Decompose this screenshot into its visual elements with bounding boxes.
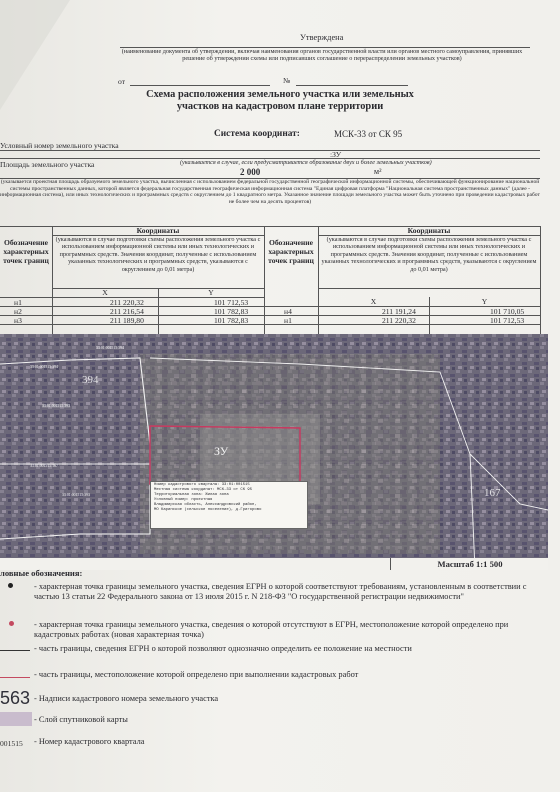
number-line: [296, 85, 408, 86]
row-line-1: [0, 150, 540, 151]
map-parcel-label-167: 167: [484, 487, 501, 499]
map-small-label-5: 33:01:001515:393: [62, 493, 90, 497]
y-header-left: Y: [208, 288, 214, 297]
left-row-3-x: 211 189,80: [110, 316, 144, 325]
legend-item-3: - часть границы, сведения ЕГРН о которой позволяют однозначно определить ее положение на местности: [34, 644, 412, 653]
legend-sample-quarter: 001515: [0, 739, 23, 748]
conditional-number-value: :ЗУ: [330, 150, 342, 159]
map-info-box: [150, 481, 308, 529]
legend-new-point-icon: [9, 621, 14, 626]
x-header-left: X: [102, 288, 108, 297]
map-small-label-1: 33:01:001515:394: [96, 346, 124, 350]
legend-existing-point-icon: [8, 583, 13, 588]
coordinates-table: [0, 226, 540, 336]
right-row-1-x: 211 191,24: [382, 307, 416, 316]
cadastral-map[interactable]: [0, 334, 548, 570]
info-line-1: Номер кадастрового квартала: 33:01:001515: [154, 483, 250, 487]
legend-item-6: - Слой спутниковой карты: [34, 715, 128, 724]
right-row-2-point: н1: [284, 316, 292, 325]
left-row-3-y: 101 782,83: [214, 316, 249, 325]
approved-label: Утверждена: [300, 33, 344, 42]
legend-title: ловные обозначения:: [0, 568, 83, 578]
x-header-right: X: [370, 297, 377, 306]
info-line-3: Территориальная зона: Жилая зона: [154, 493, 229, 498]
doc-name-caption: (наименование документа об утверждении, включая наименования органов государственной власти или органов местного самоуправления, принявших решение об утверждении схемы или подписавших соглашение о перераспределении земельных участков): [121, 48, 523, 63]
date-line: [130, 85, 270, 86]
coords-header-left: Координаты: [136, 226, 180, 235]
left-row-2-x: 211 216,54: [110, 307, 144, 316]
info-line-4: Условный номер: проектная: [154, 498, 213, 503]
right-row-1-point: н4: [284, 307, 292, 316]
map-small-label-2: 33:01:001515:394: [30, 365, 58, 369]
info-line-6: МО Каринское (сельское поселение), д.Григорово: [154, 508, 262, 513]
legend-new-boundary-icon: [0, 677, 30, 678]
info-line-5: Владимирская область, Александровский район,: [154, 503, 257, 508]
left-row-2-point: н2: [14, 307, 22, 316]
legend-existing-boundary-icon: [0, 650, 30, 651]
area-unit: м²: [374, 167, 382, 176]
right-row-1-y: 101 710,05: [490, 307, 525, 316]
conditional-caption: (указывается в случае, если предусматривается образование двух и более земельных участков): [180, 159, 432, 166]
area-value: 2 000: [240, 167, 261, 177]
right-row-2-x: 211 220,32: [382, 316, 416, 325]
left-row-1-x: 211 220,32: [110, 298, 144, 307]
area-caption: (указывается проектная площадь образуемого земельного участка, вычисленная с использованием федеральной государственной географической информационной системы, обеспечивающей функционирование национальной системы пространственных данных, которой является федеральная государственная географическая информационная система "Единая цифровая платформа "Национальная система пространственных данных" (далее - информационная система), или иных технологических и программных средств с округлением до 1 квадратного метра. Указанное значение площади земельного участка может быть уточнено при проведении кадастровых работ не более чем на десять процентов): [0, 179, 540, 205]
right-row-2-y: 101 712,53: [490, 316, 525, 325]
legend-item-2: - характерная точка границы земельного участка, сведения о которой отсутствуют в ЕГРН, местоположение которой определено при кадастровых работах (новая характерная точка): [34, 620, 509, 640]
points-header-left: Обозначение характерных точек границ: [3, 238, 49, 265]
area-label: Площадь земельного участка: [0, 160, 95, 169]
left-row-1-y: 101 712,53: [214, 298, 249, 307]
info-line-2: Местная система координат: МСК-33 от СК 95: [154, 488, 253, 493]
map-small-label-4: 33:01:001515:167: [30, 464, 58, 468]
points-header-right: Обозначение характерных точек границ: [268, 238, 314, 265]
number-label: №: [283, 76, 291, 85]
legend-item-1: - характерная точка границы земельного участка, сведения ЕГРН о которой соответствуют требованиям, установленным в соответствии с частью 13 статьи 22 Федерального закона от 13 июля 2015 г. N 218-ФЗ "О государственной регистрации недвижимости": [34, 582, 527, 602]
legend-satellite-layer-icon: [0, 712, 32, 726]
y-header-right: Y: [481, 297, 488, 306]
map-small-label-3: 33:01:001515:393: [42, 404, 70, 408]
legend-item-7: - Номер кадастрового квартала: [34, 737, 145, 746]
title-line-1: Схема расположения земельного участка или земельных: [146, 89, 414, 100]
coords-caption-right: (указываются в случае подготовки схемы расположения земельного участка с использованием информационной системы или иных технологических и программных средств. Значения координат, полученные с использованием указанных технологических и программных средств, указываются с округлением до 0,01 метра): [321, 236, 537, 273]
legend-item-4: - часть границы, местоположение которой определено при выполнении кадастровых работ: [34, 670, 359, 679]
title-line-2: участков на кадастровом плане территории: [176, 101, 384, 112]
from-label: от: [118, 77, 126, 86]
fold-shadow: [0, 0, 70, 110]
coords-caption-left: (указываются в случае подготовки схемы расположения земельного участка с использованием информационной системы или иных технологических и программных средств. Значения координат, полученные с использованием указанных технологических и программных средств, указываются с округлением до 0,01 метра): [55, 236, 261, 273]
left-row-3-point: н3: [14, 316, 22, 325]
conditional-number-label: Условный номер земельного участка: [0, 141, 119, 150]
left-row-2-y: 101 782,83: [214, 307, 249, 316]
legend-sample-number: 563: [0, 688, 31, 708]
legend-item-5: - Надписи кадастрового номера земельного участка: [34, 694, 219, 703]
map-parcel-label-394: 394: [82, 374, 99, 386]
map-scale: Масштаб 1:1 500: [390, 558, 548, 570]
map-plot-label: ЗУ: [214, 444, 229, 458]
coords-header-right: Координаты: [407, 226, 451, 235]
coord-system-label: Система координат:: [214, 129, 300, 139]
left-row-1-point: н1: [14, 298, 22, 307]
coord-system-value: МСК-33 от СК 95: [334, 129, 403, 139]
satellite-map-svg: [0, 334, 548, 570]
